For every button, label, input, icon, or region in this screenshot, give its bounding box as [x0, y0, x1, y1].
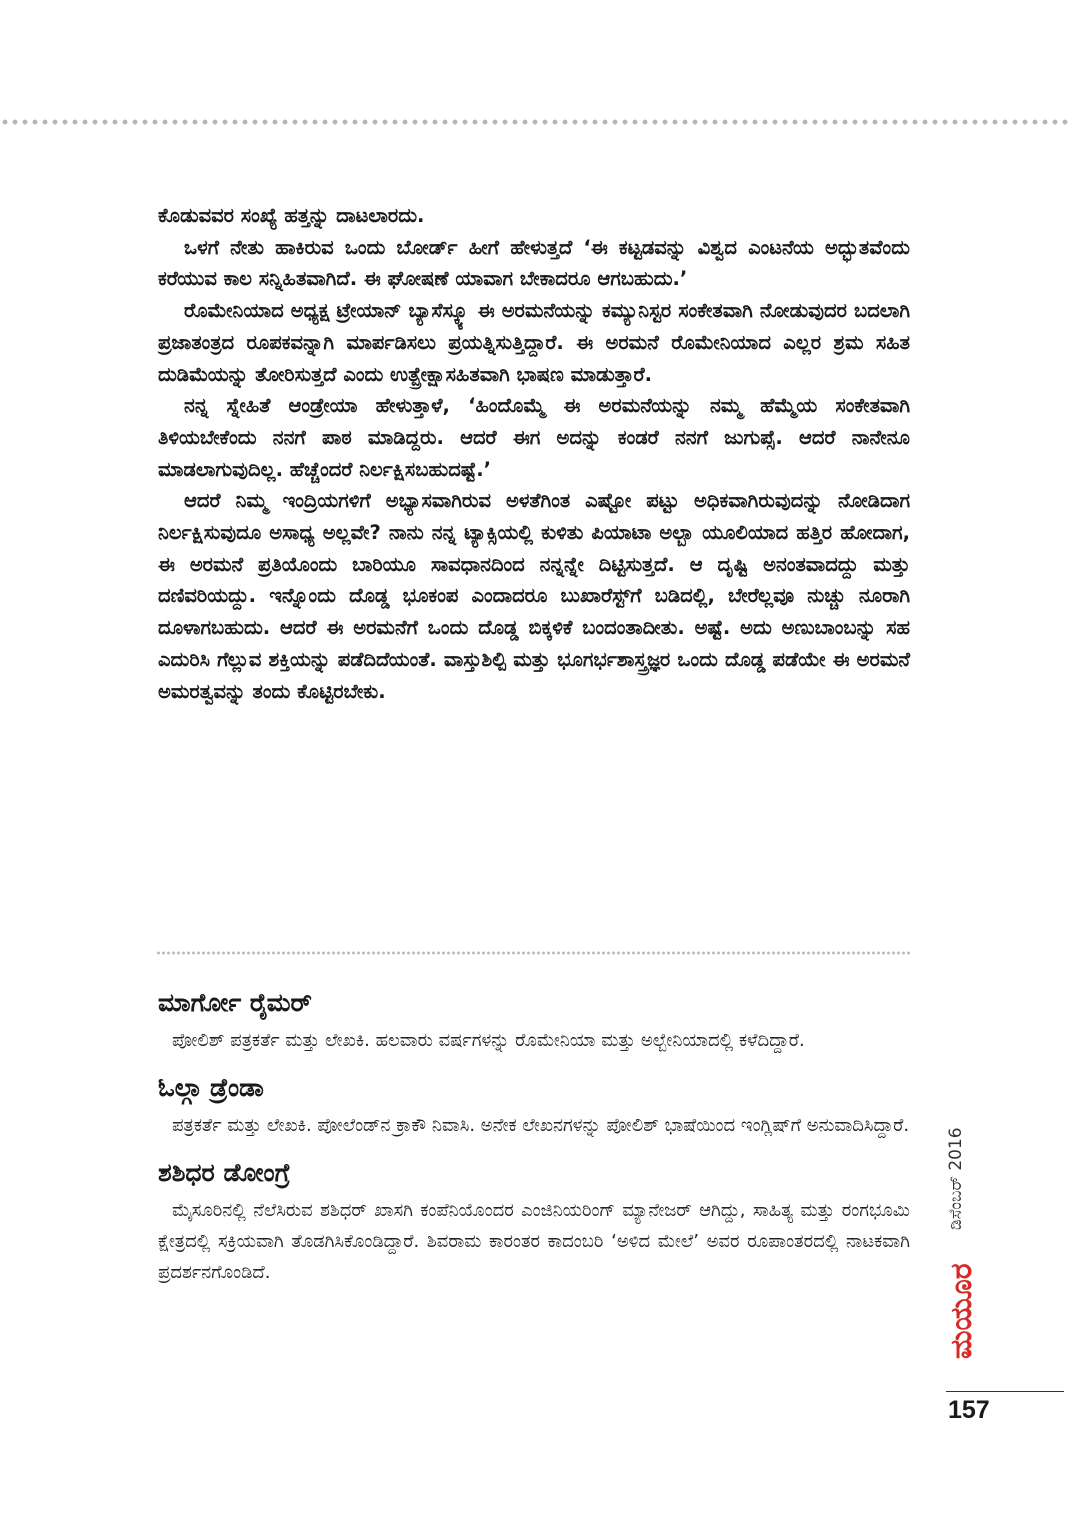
author-name: ಮಾರ್ಗೋ ರೈಮರ್ — [158, 988, 312, 1017]
article-paragraph: ಒಳಗೆ ನೇತು ಹಾಕಿರುವ ಒಂದು ಬೋರ್ಡ್ ಹೀಗೆ ಹೇಳುತ್ತದೆ ‘ಈ ಕಟ್ಟಡವನ್ನು ವಿಶ್ವದ ಎಂಟನೆಯ ಅದ್ಭುತವೆಂದು ಕರೆಯುವ ಕಾಲ ಸನ್ನಿಹಿತವಾಗಿದೆ. ಈ ಘೋಷಣೆ ಯಾವಾಗ ಬೇಕಾದರೂ ಆಗಬಹುದು.’ — [158, 235, 910, 291]
issue-date: ಡಿಸೆಂಬರ್ 2016 — [946, 1127, 966, 1230]
article-paragraph: ಆದರೆ ನಿಮ್ಮ ಇಂದ್ರಿಯಗಳಿಗೆ ಅಭ್ಯಾಸವಾಗಿರುವ ಅಳತೆಗಿಂತ ಎಷ್ಟೋ ಪಟ್ಟು ಅಧಿಕವಾಗಿರುವುದನ್ನು ನೋಡಿದಾಗ ನಿರ್ಲಕ್ಷಿಸುವುದೂ ಅಸಾಧ್ಯ ಅಲ್ಲವೇ? ನಾನು ನನ್ನ ಟ್ಯಾಕ್ಸಿಯಲ್ಲಿ ಕುಳಿತು ಪಿಯಾಟಾ ಅಲ್ಬಾ ಯೂಲಿಯಾದ ಹತ್ತಿರ ಹೋದಾಗ, ಈ ಅರಮನೆ ಪ್ರತಿಯೊಂದು ಬಾರಿಯೂ ಸಾವಧಾನದಿಂದ ನನ್ನನ್ನೇ ದಿಟ್ಟಿಸುತ್ತದೆ. ಆ ದೃಷ್ಟಿ ಅನಂತವಾದದ್ದು ಮತ್ತು ದಣಿವರಿಯದ್ದು. ಇನ್ನೊಂದು ದೊಡ್ಡ ಭೂಕಂಪ ಎಂದಾದರೂ ಬುಖಾರೆಸ್ಟ್‌ಗೆ ಬಡಿದಲ್ಲಿ, ಬೇರೆಲ್ಲವೂ ನುಚ್ಚು ನೂರಾಗಿ ದೂಳಾಗಬಹುದು. ಆದರೆ ಈ ಅರಮನೆಗೆ ಒಂದು ದೊಡ್ಡ ಬಿಕ್ಕಳಿಕೆ ಬಂದಂತಾದೀತು. ಅಷ್ಟೆ. ಅದು ಅಣುಬಾಂಬನ್ನು ಸಹ ಎದುರಿಸಿ ಗೆಲ್ಲುವ ಶಕ್ತಿಯನ್ನು ಪಡೆದಿದೆಯಂತೆ. ವಾಸ್ತುಶಿಲ್ಪಿ ಮತ್ತು ಭೂಗರ್ಭಶಾಸ್ತ್ರಜ್ಞರ ಒಂದು ದೊಡ್ಡ ಪಡೆಯೇ ಈ ಅರಮನೆ ಅಮರತ್ವವನ್ನು ತಂದು ಕೊಟ್ಟಿರಬೇಕು. — [158, 489, 910, 703]
page-number: 157 — [948, 1396, 990, 1424]
author-description: ಪತ್ರಕರ್ತೆ ಮತ್ತು ಲೇಖಕಿ. ಪೋಲೆಂಡ್‌ನ ಕ್ರಾಕೌ ನಿವಾಸಿ. ಅನೇಕ ಲೇಖನಗಳನ್ನು ಪೋಲಿಶ್ ಭಾಷೆಯಿಂದ ಇಂಗ್ಲಿಷ್‌ಗೆ ಅನುವಾದಿಸಿದ್ದಾರೆ. — [172, 1115, 910, 1136]
top-dotted-separator — [0, 118, 1072, 126]
magazine-logo: ಮಯೂರ — [944, 1263, 979, 1359]
author-bio — [158, 1070, 910, 1141]
author-description: ಮೈಸೂರಿನಲ್ಲಿ ನೆಲೆಸಿರುವ ಶಶಿಧರ್ ಖಾಸಗಿ ಕಂಪೆನಿಯೊಂದರ ಎಂಜಿನಿಯರಿಂಗ್ ಮ್ಯಾನೇಜರ್ ಆಗಿದ್ದು, ಸಾಹಿತ್ಯ ಮತ್ತು ರಂಗಭೂಮಿ ಕ್ಷೇತ್ರದಲ್ಲಿ ಸಕ್ರಿಯವಾಗಿ ತೊಡಗಿಸಿಕೊಂಡಿದ್ದಾರೆ. ಶಿವರಾಮ ಕಾರಂತರ ಕಾದಂಬರಿ ‘ಅಳಿದ ಮೇಲೆ’ ಅವರ ರೂಪಾಂತರದಲ್ಲಿ ನಾಟಕವಾಗಿ ಪ್ರದರ್ಶನಗೊಂಡಿದೆ. — [158, 1200, 910, 1283]
author-bio — [158, 1155, 910, 1288]
running-footer — [946, 1110, 978, 1382]
article-paragraph: ನನ್ನ ಸ್ನೇಹಿತೆ ಆಂಡ್ರೇಯಾ ಹೇಳುತ್ತಾಳೆ, ‘ಹಿಂದೊಮ್ಮೆ ಈ ಅರಮನೆಯನ್ನು ನಮ್ಮ ಹೆಮ್ಮೆಯ ಸಂಕೇತವಾಗಿ ತಿಳಿಯಬೇಕೆಂದು ನನಗೆ ಪಾಠ ಮಾಡಿದ್ದರು. ಆದರೆ ಈಗ ಅದನ್ನು ಕಂಡರೆ ನನಗೆ ಜುಗುಪ್ಸೆ. ಆದರೆ ನಾನೇನೂ ಮಾಡಲಾಗುವುದಿಲ್ಲ. ಹೆಚ್ಚೆಂದರೆ ನಿರ್ಲಕ್ಷಿಸಬಹುದಷ್ಟೆ.’ — [158, 394, 910, 481]
author-bio — [158, 985, 910, 1056]
page-number-rule — [946, 1391, 1064, 1392]
article-body — [158, 200, 910, 707]
author-name: ಶಶಿಧರ ಡೋಂಗ್ರೆ — [158, 1158, 291, 1187]
article-paragraph: ರೊಮೇನಿಯಾದ ಅಧ್ಯಕ್ಷ ಟ್ರೇಯಾನ್ ಬ್ಯಾಸೆಸ್ಕ್ಯೂ ಈ ಅರಮನೆಯನ್ನು ಕಮ್ಯುನಿಸ್ಟರ ಸಂಕೇತವಾಗಿ ನೋಡುವುದರ ಬದಲಾಗಿ ಪ್ರಜಾತಂತ್ರದ ರೂಪಕವನ್ನಾಗಿ ಮಾರ್ಪಡಿಸಲು ಪ್ರಯತ್ನಿಸುತ್ತಿದ್ದಾರೆ. ಈ ಅರಮನೆ ರೊಮೇನಿಯಾದ ಎಲ್ಲರ ಶ್ರಮ ಸಹಿತ ದುಡಿಮೆಯನ್ನು ತೋರಿಸುತ್ತದೆ ಎಂದು ಉತ್ಪ್ರೇಕ್ಷಾಸಹಿತವಾಗಿ ಭಾಷಣ ಮಾಡುತ್ತಾರೆ. — [158, 299, 910, 386]
section-dotted-separator — [156, 951, 912, 955]
author-description: ಪೋಲಿಶ್ ಪತ್ರಕರ್ತೆ ಮತ್ತು ಲೇಖಕಿ. ಹಲವಾರು ವರ್ಷಗಳನ್ನು ರೊಮೇನಿಯಾ ಮತ್ತು ಅಲ್ಬೇನಿಯಾದಲ್ಲಿ ಕಳೆದಿದ್ದಾರೆ. — [172, 1030, 805, 1051]
article-paragraph: ಕೊಡುವವರ ಸಂಖ್ಯೆ ಹತ್ತನ್ನು ದಾಟಲಾರದು. — [158, 204, 425, 227]
author-name: ಓಲ್ಗಾ ಡ್ರೆಂಡಾ — [158, 1073, 264, 1102]
author-bios — [158, 985, 910, 1302]
